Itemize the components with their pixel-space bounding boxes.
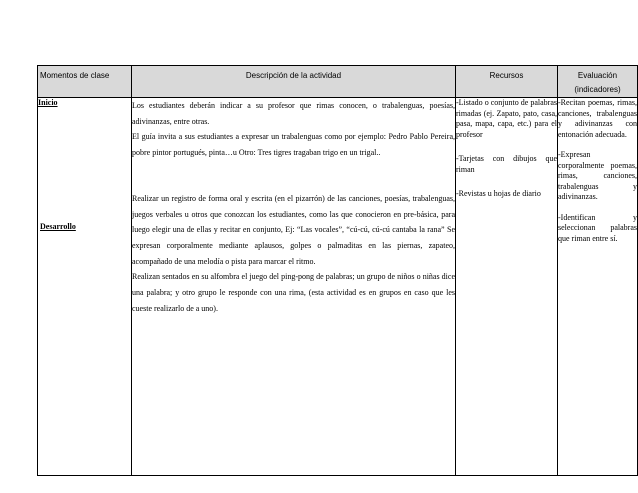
momento-desarrollo: Desarrollo: [40, 222, 76, 231]
recurso-item-1: -Listado o conjunto de palabras rimadas (ej. Zapato, pato, casa, pasa, mapa, capa, etc.) para el profesor: [456, 98, 557, 139]
evaluacion-item-3: -Identifican y seleccionan palabras que riman entre sí.: [558, 212, 637, 243]
evaluacion-cell: [558, 98, 638, 476]
recurso-item-2: -Tarjetas con dibujos que riman: [456, 154, 557, 174]
descripcion-cell: [132, 98, 456, 476]
recursos-cell: [456, 98, 558, 476]
momentos-cell: [38, 98, 132, 476]
header-evaluacion: Evaluación (indicadores): [558, 66, 638, 98]
table-row: [38, 98, 638, 476]
evaluacion-item-1: -Recitan poemas, rimas, canciones, trabalenguas y adivinanzas con entonación adecuada.: [558, 98, 637, 139]
header-momentos: Momentos de clase: [38, 66, 132, 98]
descripcion-paragraph-3: Realizar un registro de forma oral y escrita (en el pizarrón) de las canciones, poesías, trabalenguas, juegos verbales u otros que conozcan los estudiantes, como las que conocieron en pre-básica, para luego elegir una de ellas y recitar en conjunto, Ej: “Las vocales”, “cú-cú, cú-cú cantaba la rana” Se expresan corporalmente mediante aplausos, golpes o palmaditas en las piernas, zapateo, acompañado de una melodía o pista para marcar el ritmo.: [132, 193, 455, 266]
momento-inicio: Inicio: [38, 98, 58, 107]
descripcion-paragraph-4: Realizan sentados en su alfombra el juego del ping-pong de palabras; un grupo de niños o niñas dice una palabra; y otro grupo le responde con una rima, (esta actividad es en grupos en caso que les cueste realizarlo de a uno).: [132, 272, 455, 313]
descripcion-paragraph-2: El guía invita a sus estudiantes a expresar un trabalenguas como por ejemplo: Pedro Pablo Pereira, pobre pintor portugués, pinta…u Otro: Tres tigres tragaban trigo en un trigal..: [132, 132, 455, 158]
activity-table: [37, 65, 638, 476]
header-descripcion: Descripción de la actividad: [132, 66, 456, 98]
table-header-row: [38, 66, 638, 98]
recurso-item-3: -Revistas u hojas de diario: [456, 189, 541, 198]
evaluacion-item-2: -Expresan corporalmente poemas, rimas, canciones, trabalenguas y adivinanzas.: [558, 150, 637, 201]
descripcion-paragraph-1: Los estudiantes deberán indicar a su profesor que rimas conocen, o trabalenguas, poesías, adivinanzas, entre otras.: [132, 101, 455, 126]
header-recursos: Recursos: [456, 66, 558, 98]
